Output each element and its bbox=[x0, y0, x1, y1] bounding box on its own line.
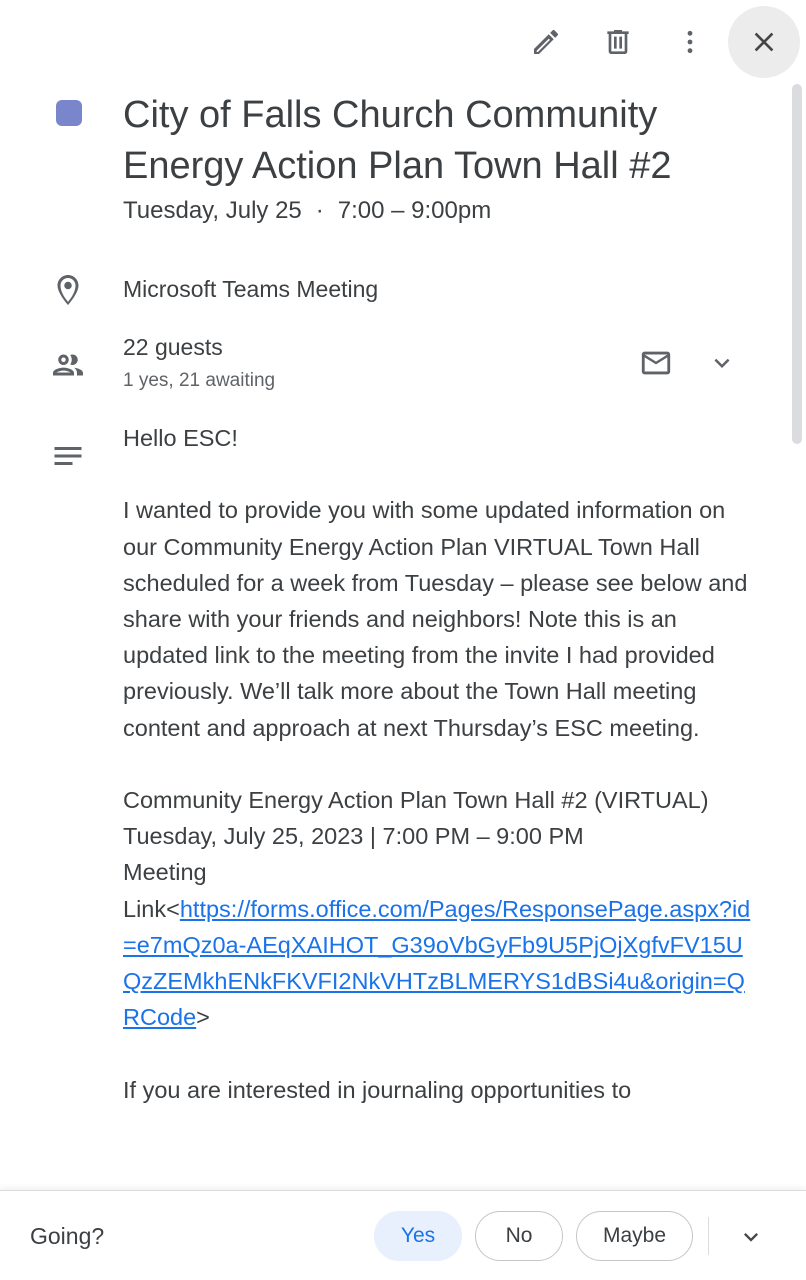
event-time: 7:00 – 9:00pm bbox=[337, 197, 492, 224]
edit-button[interactable] bbox=[510, 6, 582, 78]
date-separator: · bbox=[315, 197, 324, 224]
chevron-down-icon bbox=[737, 1223, 765, 1251]
guests-status: 1 yes, 21 awaiting bbox=[123, 370, 276, 391]
rsvp-maybe-button[interactable]: Maybe bbox=[576, 1211, 693, 1261]
link-prefix: Link< bbox=[123, 895, 180, 922]
event-title: City of Falls Church Community Energy Action Plan Town Hall #2 bbox=[123, 94, 672, 187]
notes-icon bbox=[50, 438, 86, 474]
rsvp-prompt: Going? bbox=[30, 1223, 105, 1249]
event-location: Microsoft Teams Meeting bbox=[123, 276, 379, 302]
more-vertical-icon bbox=[674, 26, 706, 58]
event-date-time bbox=[123, 196, 491, 226]
description-event-name: Community Energy Action Plan Town Hall #2 (VIRTUAL) bbox=[123, 787, 709, 813]
event-toolbar bbox=[510, 6, 800, 78]
guests-count[interactable]: 22 guests bbox=[123, 334, 223, 360]
event-color-chip bbox=[56, 100, 82, 126]
rsvp-no-button[interactable]: No bbox=[475, 1211, 563, 1261]
chevron-down-icon bbox=[707, 348, 737, 378]
event-date: Tuesday, July 25 bbox=[123, 197, 302, 224]
more-options-button[interactable] bbox=[654, 6, 726, 78]
description-event-datetime: Tuesday, July 25, 2023 | 7:00 PM – 9:00 PM bbox=[123, 823, 584, 850]
event-description bbox=[123, 420, 753, 1108]
expand-guests-button[interactable] bbox=[698, 342, 746, 384]
mail-icon bbox=[639, 346, 673, 380]
scrollbar-thumb[interactable] bbox=[792, 84, 802, 444]
guest-actions bbox=[632, 342, 746, 384]
link-suffix: > bbox=[196, 1004, 210, 1031]
location-pin-icon bbox=[50, 272, 86, 308]
delete-button[interactable] bbox=[582, 6, 654, 78]
email-guests-button[interactable] bbox=[632, 342, 680, 384]
rsvp-more-button[interactable] bbox=[728, 1217, 774, 1257]
close-icon bbox=[748, 26, 780, 58]
close-button[interactable] bbox=[728, 6, 800, 78]
rsvp-bar bbox=[0, 1190, 806, 1280]
description-cutoff-line: If you are interested in journaling opportunities to bbox=[123, 1076, 632, 1103]
meeting-link[interactable]: https://forms.office.com/Pages/ResponsePage.aspx?id=e7mQz0a-AEqXAIHOT_G39oVbGyFb9U5PjOjXgfvFV15UQzZEMkhENkFKVFI2NkVHTzBLMERYS1dBSi4u&origin=QRCode bbox=[123, 895, 751, 1031]
description-link-line bbox=[123, 891, 753, 1036]
pencil-icon bbox=[530, 26, 562, 58]
description-paragraph: I wanted to provide you with some updated information on our Community Energy Action Plan VIRTUAL Town Hall scheduled for a week from Tuesday – please see below and share with your friends and neighbors! Note this is an updated link to the meeting from the invite I had provided previously. We’ll talk more about the Town Hall meeting content and approach at next Thursday’s ESC meeting. bbox=[123, 497, 748, 741]
rsvp-divider bbox=[708, 1217, 709, 1255]
description-greeting: Hello ESC! bbox=[123, 425, 238, 451]
description-link-label: Meeting bbox=[123, 859, 207, 886]
trash-icon bbox=[602, 26, 634, 58]
rsvp-yes-button[interactable]: Yes bbox=[374, 1211, 462, 1261]
people-icon bbox=[50, 347, 86, 383]
